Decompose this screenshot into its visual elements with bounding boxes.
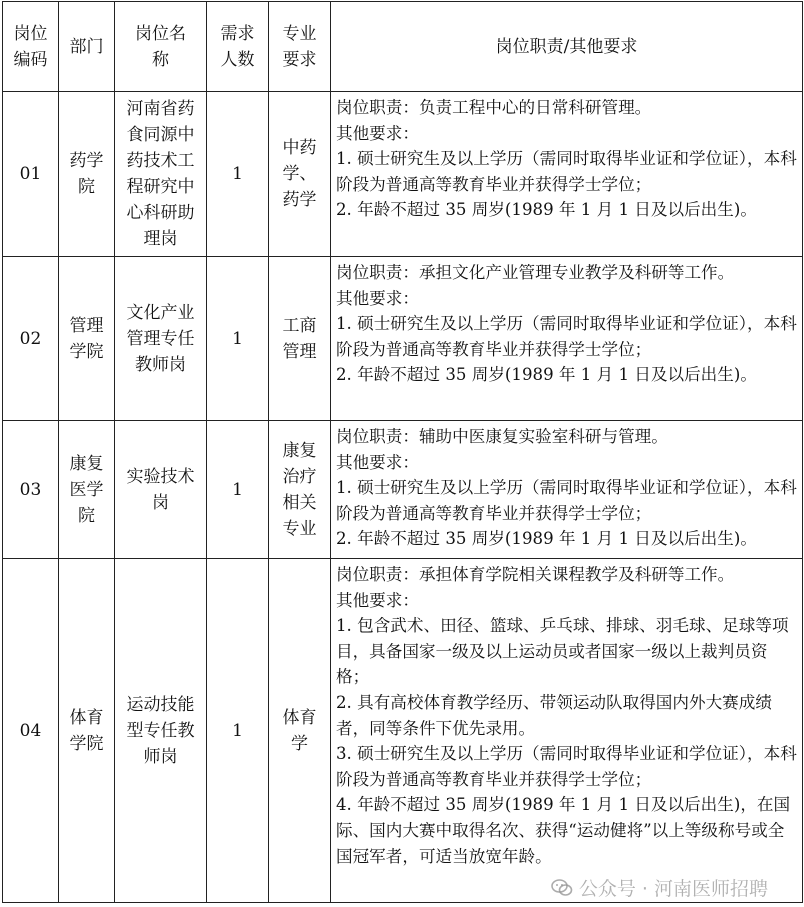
duty-cell — [331, 257, 803, 421]
position-name: 实验技术岗 — [115, 421, 207, 559]
duty-line: 岗位职责：辅助中医康复实验室科研与管理。 — [336, 427, 668, 446]
major-requirement: 康复治疗相关专业 — [269, 421, 331, 559]
duty-line: 2. 具有高校体育教学经历、带领运动队取得国内外大赛成绩者，同等条件下优先录用。 — [336, 692, 772, 738]
duty-line: 1. 包含武术、田径、篮球、乒乓球、排球、羽毛球、足球等项目，具备国家一级及以上运动员或者国家一级以上裁判员资格； — [336, 616, 789, 687]
duty-line: 3. 硕士研究生及以上学历（需同时取得毕业证和学位证），本科阶段为普通高等教育毕业并获得学士学位； — [336, 744, 797, 789]
duty-line: 岗位职责：承担体育学院相关课程教学及科研等工作。 — [336, 565, 735, 584]
table-row — [3, 559, 803, 903]
duty-line: 1. 硕士研究生及以上学历（需同时取得毕业证和学位证），本科阶段为普通高等教育毕业并获得学士学位； — [336, 478, 797, 523]
duty-line: 1. 硕士研究生及以上学历（需同时取得毕业证和学位证），本科阶段为普通高等教育毕业并获得学士学位； — [336, 314, 797, 359]
header-duty: 岗位职责/其他要求 — [331, 2, 803, 92]
duty-cell — [331, 92, 803, 257]
duty-line: 其他要求： — [336, 123, 419, 143]
department: 药学院 — [59, 92, 115, 257]
duty-line: 4. 年龄不超过 35 周岁(1989 年 1 月 1 日及以后出生)，在国际、国内大赛中取得名次、获得“运动健将”以上等级称号或全国冠军者，可适当放宽年龄。 — [336, 795, 791, 866]
header-dept: 部门 — [59, 2, 115, 92]
duty-line: 其他要求： — [336, 590, 419, 610]
headcount: 1 — [207, 421, 269, 559]
duty-line: 其他要求： — [336, 452, 419, 472]
duty-cell — [331, 559, 803, 903]
headcount: 1 — [207, 257, 269, 421]
header-major: 专业要求 — [269, 2, 331, 92]
major-requirement: 中药学、药学 — [269, 92, 331, 257]
duty-line: 1. 硕士研究生及以上学历（需同时取得毕业证和学位证），本科阶段为普通高等教育毕业并获得学士学位； — [336, 149, 797, 194]
header-code: 岗位编码 — [3, 2, 59, 92]
position-code: 01 — [3, 92, 59, 257]
department: 康复医学院 — [59, 421, 115, 559]
headcount: 1 — [207, 559, 269, 903]
duty-cell — [331, 421, 803, 559]
header-row — [3, 2, 803, 92]
major-requirement: 工商管理 — [269, 257, 331, 421]
position-name: 文化产业管理专任教师岗 — [115, 257, 207, 421]
position-code: 04 — [3, 559, 59, 903]
position-name: 运动技能型专任教师岗 — [115, 559, 207, 903]
wechat-icon — [551, 879, 573, 897]
position-name: 河南省药食同源中药技术工程研究中心科研助理岗 — [115, 92, 207, 257]
duty-line: 2. 年龄不超过 35 周岁(1989 年 1 月 1 日及以后出生)。 — [336, 529, 757, 549]
table-row — [3, 92, 803, 257]
department: 体育学院 — [59, 559, 115, 903]
header-count: 需求人数 — [207, 2, 269, 92]
department: 管理学院 — [59, 257, 115, 421]
watermark — [551, 874, 768, 901]
table-row — [3, 257, 803, 421]
duty-line: 2. 年龄不超过 35 周岁(1989 年 1 月 1 日及以后出生)。 — [336, 200, 757, 220]
position-code: 02 — [3, 257, 59, 421]
header-name: 岗位名称 — [115, 2, 207, 92]
duty-line: 2. 年龄不超过 35 周岁(1989 年 1 月 1 日及以后出生)。 — [336, 365, 757, 385]
duty-line: 岗位职责：承担文化产业管理专业教学及科研等工作。 — [336, 263, 735, 282]
major-requirement: 体育学 — [269, 559, 331, 903]
positions-table — [2, 1, 803, 903]
position-code: 03 — [3, 421, 59, 559]
headcount: 1 — [207, 92, 269, 257]
table-row — [3, 421, 803, 559]
duty-line: 岗位职责：负责工程中心的日常科研管理。 — [336, 98, 652, 117]
duty-line: 其他要求： — [336, 288, 419, 308]
watermark-text: 公众号 · 河南医师招聘 — [578, 878, 768, 900]
